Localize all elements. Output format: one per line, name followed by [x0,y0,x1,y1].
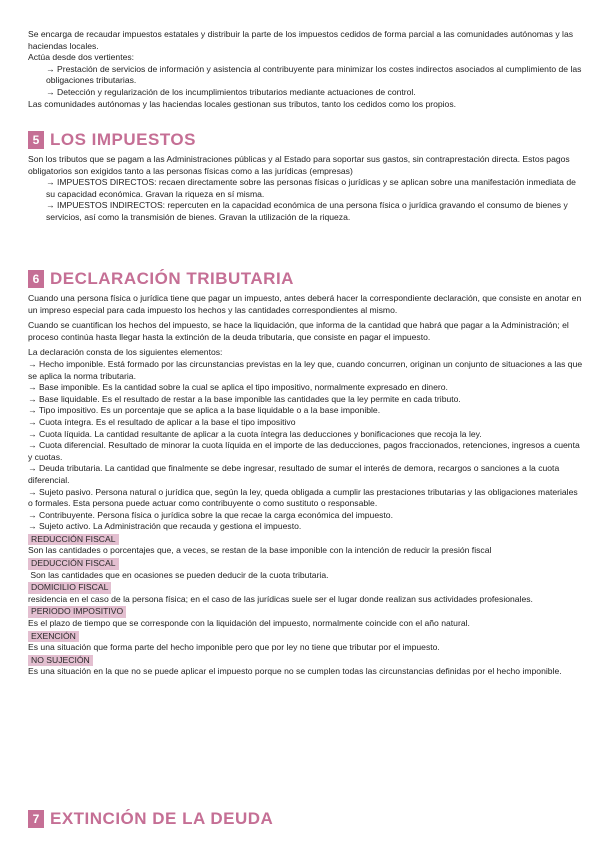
element-item: → Base imponible. Es la cantidad sobre la cual se aplica el tipo impositivo, normalmente expresado en dinero. [28,382,448,393]
term-definition: Son las cantidades que en ocasiones se pueden deducir de la cuota tributaria. [28,569,329,580]
term-exencion [28,630,584,654]
term-label: DOMICILIO FISCAL [28,582,111,594]
section-paragraph: Cuando se cuantifican los hechos del impuesto, se hace la liquidación, que informa de la cantidad que habrá que pagar a la Administración; el proceso continúa hasta llegar hasta la extinción de la deuda tributaria, que consiste en pagar el impuesto. [28,320,569,342]
term-reduccion-fiscal [28,533,584,557]
section-paragraph: Cuando una persona física o jurídica tiene que pagar un impuesto, antes deberá hacer la correspondiente declaración, que consiste en anotar en un impreso especial para cada impuesto los hechos y las cantidades correspondientes al mismo. [28,293,582,315]
term-definition: Es una situación en la que no se puede aplicar el impuesto porque no se cumplen todas las circunstancias definidas por el hecho imponible. [28,666,562,677]
term-label: PERIODO IMPOSITIVO [28,606,126,618]
section-title: DECLARACIÓN TRIBUTARIA [50,269,294,288]
section-paragraph: La declaración consta de los siguientes elementos: [28,347,223,358]
intro-bullet: → Prestación de servicios de información y asistencia al contribuyente para minimizar los costes indirectos asociados al cumplimiento de las obligaciones tributarias. [46,63,582,86]
section-5-heading [28,131,196,149]
element-item: → Sujeto pasivo. Persona natural o jurídica que, según la ley, queda obligada a cumplir las prestaciones tributarias y las obligaciones materiales o formales. Esta persona puede actuar como contribuyente o como sustituto o responsable. [28,486,578,509]
intro-paragraph: Las comunidades autónomas y las haciendas locales gestionan sus tributos, tanto los cedidos como los propios. [28,98,457,109]
section-paragraph: Son los tributos que se pagam a las Administraciones públicas y al Estado para soportar sus gastos, sin contraprestación directa. Estos pagos obligatorios son exigidos tanto a las personas físicas como a las jurídicas (empresas) [28,154,570,176]
element-item: → Cuota íntegra. Es el resultado de aplicar a la base el tipo impositivo [28,416,296,427]
term-definition: Es una situación que forma parte del hecho imponible pero que por ley no tiene que tributar por el impuesto. [28,642,440,653]
section-number-badge: 6 [28,270,44,288]
section-number-badge: 7 [28,810,44,828]
element-item: → Cuota diferencial. Resultado de minorar la cuota líquida en el importe de las deducciones, pagos fraccionados, retenciones, ingresos a cuenta y cuotas. [28,440,580,462]
intro-bullet: → Detección y regularización de los incumplimientos tributarios mediante actuaciones de control. [46,86,416,97]
term-no-sujecion [28,654,584,678]
element-item: → Hecho imponible. Está formado por las circunstancias previstas en la ley que, cuando concurren, originan un conjunto de situaciones a las que se aplica la norma tributaria. [28,358,583,381]
term-definition: residencia en el caso de la persona física; en el caso de las jurídicas suele ser el lugar donde realizan sus actividades profesionales. [28,593,533,604]
term-label: EXENCIÓN [28,631,79,643]
section-title: LOS IMPUESTOS [50,130,196,149]
intro-paragraph: Se encarga de recaudar impuestos estatales y distribuir la parte de los impuestos cedidos de forma parcial a las comunidades autónomas y las haciendas locales. [28,29,574,51]
term-definition: Son las cantidades o porcentajes que, a veces, se restan de la base imponible con la intención de reducir la presión fiscal [28,545,492,556]
section-number-badge: 5 [28,131,44,149]
term-definition: Es el plazo de tiempo que se corresponde con la liquidación del impuesto, normalmente coincide con el año natural. [28,618,470,629]
term-deduccion-fiscal [28,557,584,581]
section-7-heading [28,810,273,828]
term-label: NO SUJECIÓN [28,655,93,667]
intro-paragraph: Actúa desde dos vertientes: [28,52,135,63]
element-item: → Deuda tributaria. La cantidad que finalmente se debe ingresar, resultado de sumar el interés de demora, recargos o sanciones a la cuota diferencial. [28,463,560,485]
section-6-heading [28,270,294,288]
section-bullet: → IMPUESTOS DIRECTOS: recaen directamente sobre las personas físicas o jurídicas y se aplican sobre una manifestación inmediata de su capacidad económica. Gravan la riqueza en sí misma. [46,177,576,199]
term-label: REDUCCIÓN FISCAL [28,534,119,546]
element-item: → Base liquidable. Es el resultado de restar a la base imponible las cantidades que la ley permite en cada tributo. [28,393,461,404]
section-6-body [28,293,584,678]
intro-block [28,29,584,110]
term-domicilio-fiscal [28,581,584,605]
element-item: → Tipo impositivo. Es un porcentaje que se aplica a la base liquidable o a la base imponible. [28,405,381,416]
section-bullet: → IMPUESTOS INDIRECTOS: repercuten en la capacidad económica de una persona física o jurídica gravando el consumo de bienes y servicios, así como la transmisión de bienes. Gravan la utilización de la riqueza. [46,200,568,222]
element-item: → Sujeto activo. La Administración que recauda y gestiona el impuesto. [28,521,302,532]
section-5-body [28,154,584,224]
term-label: DEDUCCIÓN FISCAL [28,558,119,570]
element-item: → Contribuyente. Persona física o jurídica sobre la que recae la carga económica del impuesto. [28,509,393,520]
section-title: EXTINCIÓN DE LA DEUDA [50,809,274,828]
term-periodo-impositivo [28,605,584,629]
element-item: → Cuota líquida. La cantidad resultante de aplicar a la cuota íntegra las deducciones y bonificaciones que recoja la ley. [28,428,482,439]
